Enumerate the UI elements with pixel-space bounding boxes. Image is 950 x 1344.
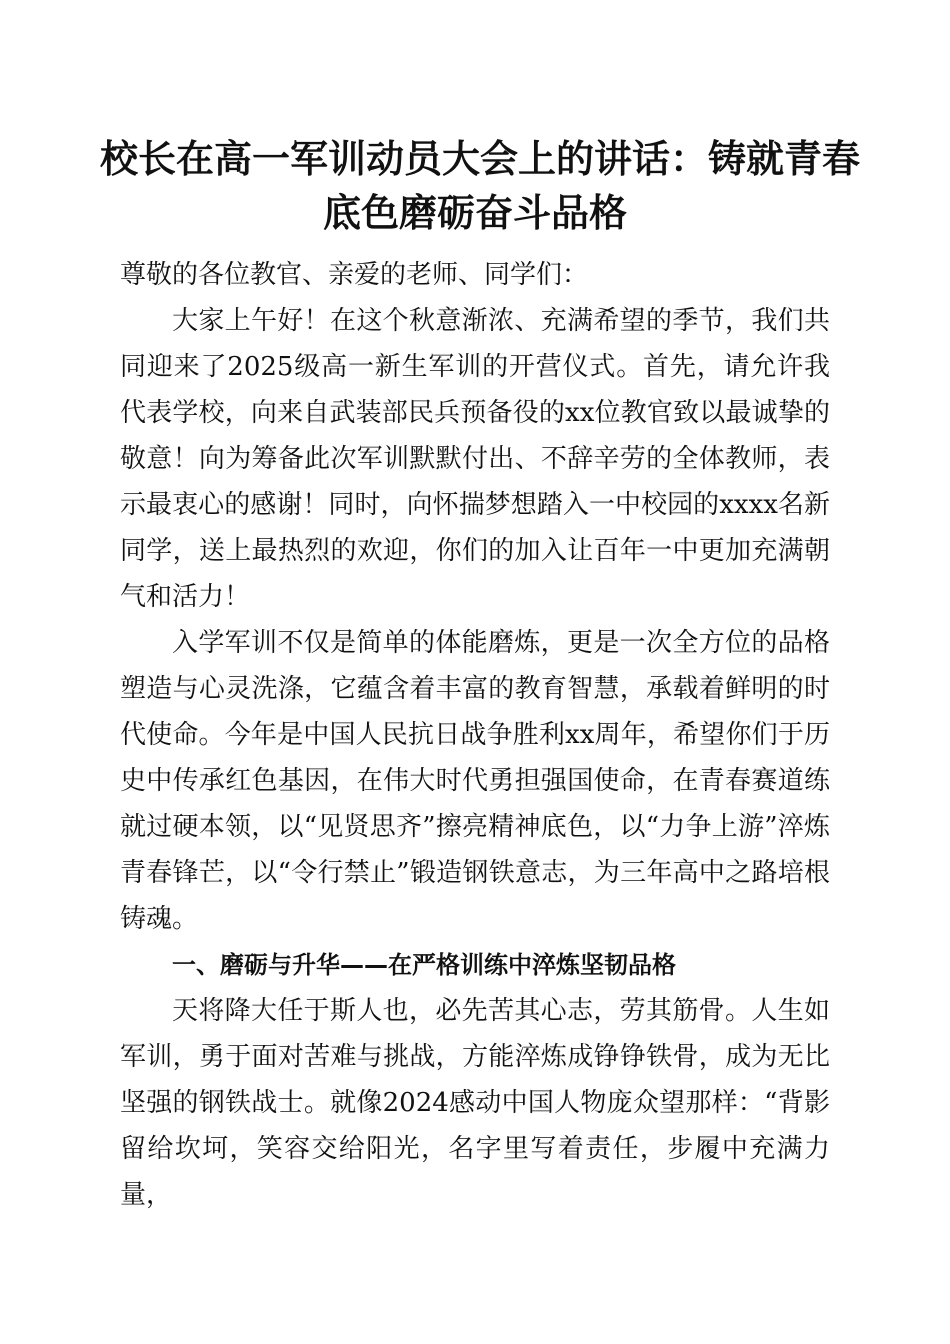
salutation: 尊敬的各位教官、亲爱的老师、同学们： <box>120 260 589 290</box>
section-heading-1: 一、磨砺与升华——在严格训练中淬炼坚韧品格 <box>172 951 676 979</box>
document-title <box>100 132 861 240</box>
paragraph-section-1: 天将降大任于斯人也，必先苦其心志，劳其筋骨。人生如军训，勇于面对苦难与挑战，方能淬炼成铮铮铁骨，成为无比坚强的钢铁战士。就像2024感动中国人物庞众望那样：“背影留给坎坷，笑容交给阳光，名字里写着责任，步履中充满力量， <box>120 996 830 1210</box>
paragraph-military-training: 入学军训不仅是简单的体能磨炼，更是一次全方位的品格塑造与心灵洗涤，它蕴含着丰富的教育智慧，承载着鲜明的时代使命。今年是中国人民抗日战争胜利xx周年，希望你们于历史中传承红色基因，在伟大时代勇担强国使命，在青春赛道练就过硬本领，以“见贤思齐”擦亮精神底色，以“力争上游”淬炼青春锋芒，以“令行禁止”锻造钢铁意志，为三年高中之路培根铸魂。 <box>120 628 830 934</box>
paragraph-opening: 大家上午好！在这个秋意渐浓、充满希望的季节，我们共同迎来了2025级高一新生军训的开营仪式。首先，请允许我代表学校，向来自武装部民兵预备役的xx位教官致以最诚挚的敬意！向为筹备此次军训默默付出、不辞辛劳的全体教师，表示最衷心的感谢！同时，向怀揣梦想踏入一中校园的xxxx名新同学，送上最热烈的欢迎，你们的加入让百年一中更加充满朝气和活力！ <box>120 306 830 612</box>
document-body <box>120 252 830 1218</box>
title-line-1: 校长在高一军训动员大会上的讲话：铸就青春 <box>100 136 861 181</box>
title-line-2: 底色磨砺奋斗品格 <box>322 190 627 235</box>
